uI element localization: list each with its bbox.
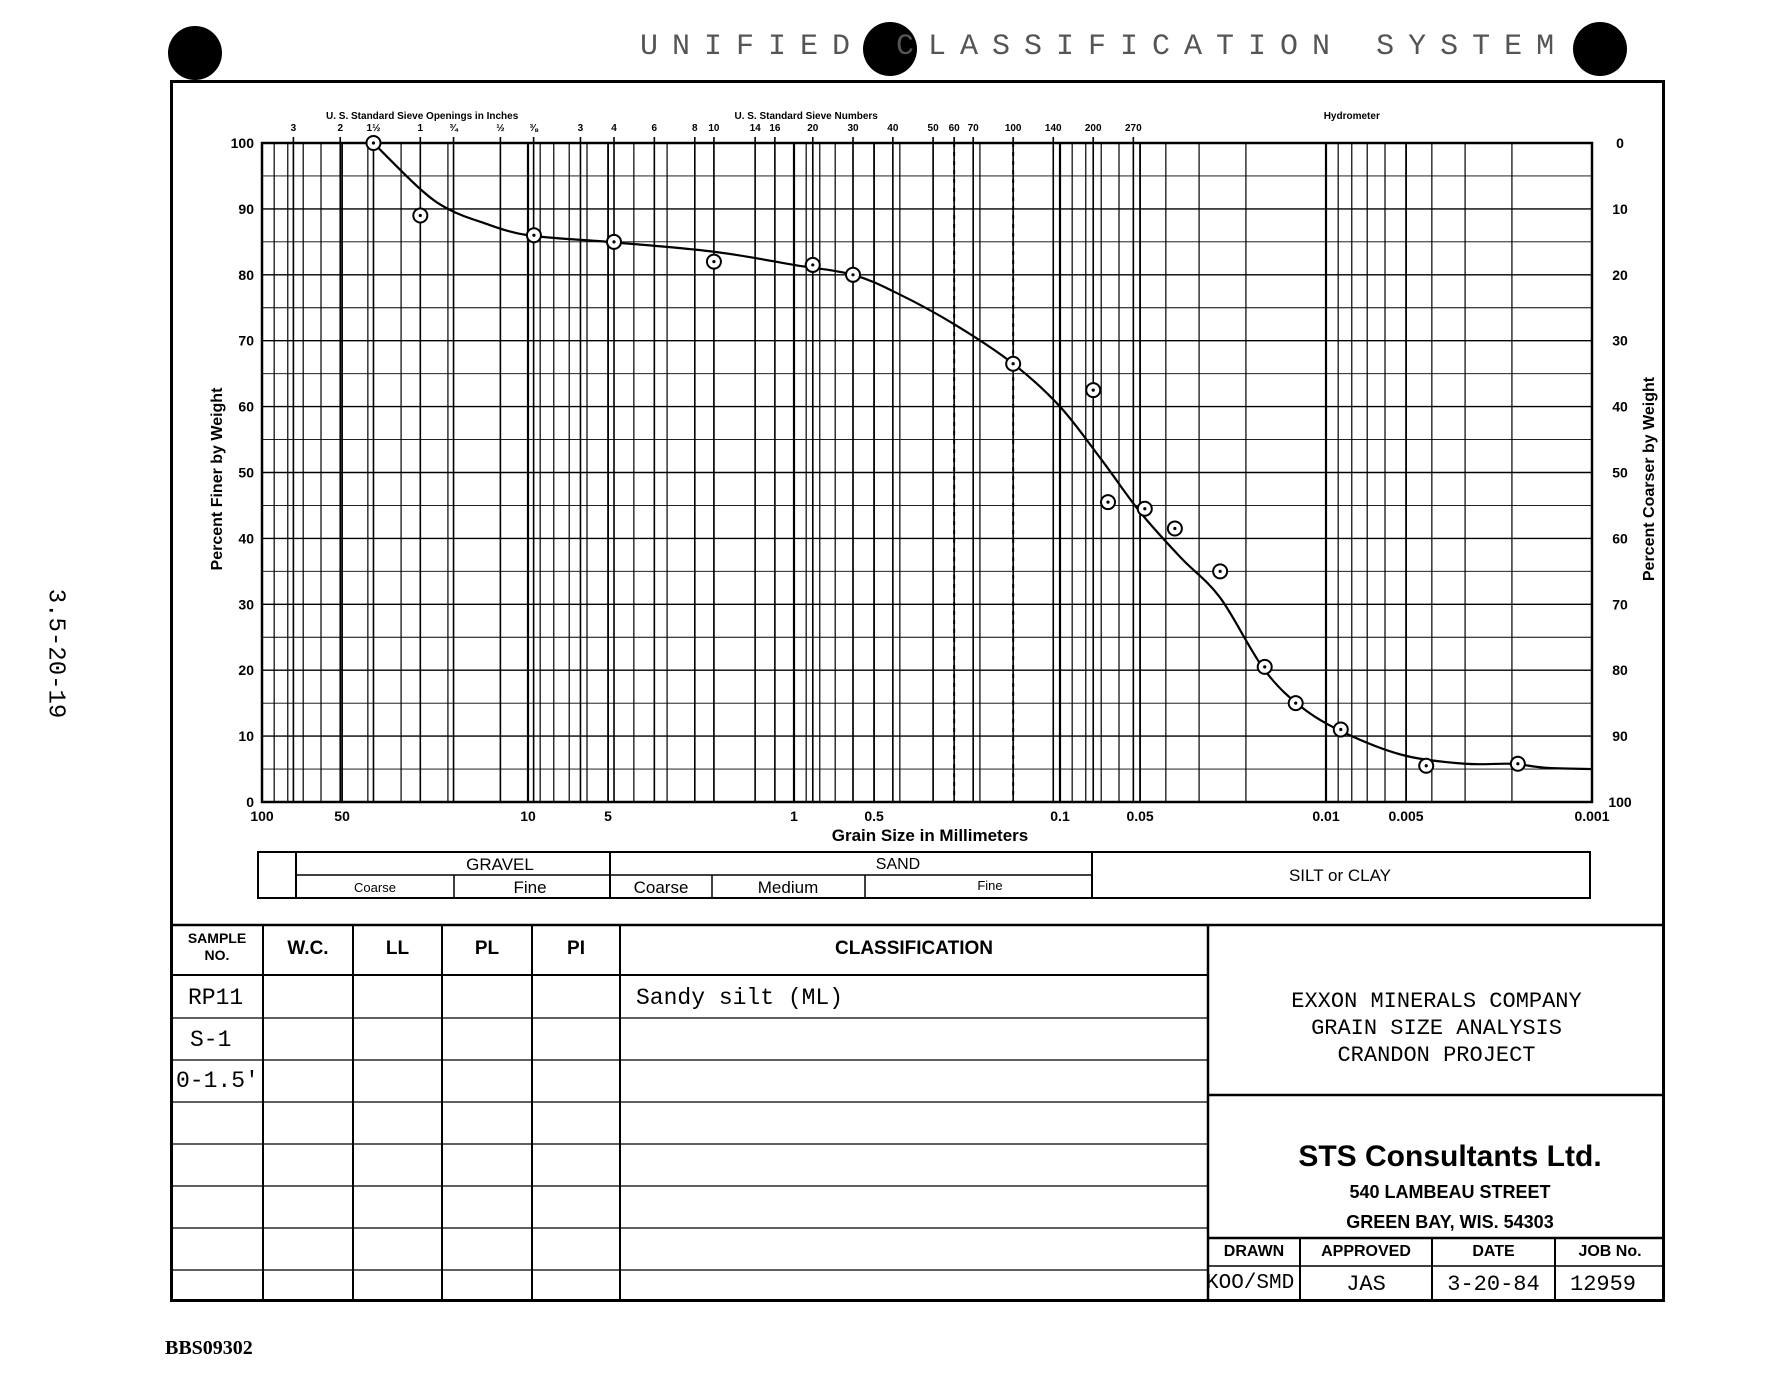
sieve-tick-label: 270 [1124,123,1142,134]
sieve-tick-label: 3 [577,123,584,134]
consultant-street: 540 LAMBEAU STREET [1349,1182,1551,1202]
sand-medium-label: Medium [757,878,819,897]
gravel-coarse-label: Coarse [354,880,396,895]
y-right-tick-label: 100 [1608,794,1632,810]
y-right-tick-label: 60 [1612,530,1628,547]
value-date: 3-20-84 [1447,1272,1540,1297]
x-tick-label: 0.001 [1574,808,1610,824]
sieve-tick-label: 6 [651,123,658,134]
sieve-tick-label: 8 [692,123,698,134]
y-left-tick-label: 70 [238,332,254,349]
sieve-group-label: U. S. Standard Sieve Openings in Inches [326,111,519,122]
y-right-tick-label: 50 [1612,464,1628,481]
gravel-fine-label: Fine [513,878,547,897]
sieve-tick-label: 140 [1044,123,1062,134]
y-axis-left-title: Percent Finer by Weight [209,387,226,571]
sieve-tick-label: 3 [290,123,297,134]
sieve-group-label: U. S. Standard Sieve Numbers [734,111,878,122]
header-classification: CLASSIFICATION [835,938,993,959]
x-tick-label: 1 [790,808,798,824]
y-right-tick-label: 70 [1612,596,1628,613]
title-block-company [1208,988,1665,1069]
sieve-tick-label: ½ [496,123,505,134]
sieve-tick-label: 60 [948,123,960,134]
side-page-label: 3.5-20-19 [41,588,69,719]
header-ll: LL [385,938,410,959]
sieve-tick-label: 200 [1084,123,1102,134]
y-right-tick-label: 40 [1612,398,1628,415]
sand-coarse-label: Coarse [633,878,689,897]
x-tick-label: 100 [250,808,274,824]
y-left-tick-label: 80 [238,266,254,283]
sieve-tick-label: 40 [887,123,899,134]
x-tick-label: 10 [520,808,536,824]
header-sample-no: SAMPLE NO. [187,930,247,963]
y-right-tick-label: 80 [1612,662,1628,679]
x-tick-label: 0.005 [1388,808,1424,824]
gravel-label: GRAVEL [466,855,534,874]
y-right-tick-label: 90 [1612,728,1628,745]
sand-fine-label: Fine [977,878,1003,893]
value-approved: JAS [1346,1272,1386,1297]
sample-line-1: RP11 [188,985,244,1011]
x-tick-label: 0.05 [1126,808,1154,824]
company-line-3: CRANDON PROJECT [1337,1043,1536,1068]
sample-line-2: S-1 [190,1027,232,1053]
y-right-tick-label: 0 [1616,135,1624,151]
sieve-tick-label: 2 [337,123,344,134]
sieve-tick-label: 1 [417,123,424,134]
y-right-tick-label: 30 [1612,332,1628,349]
label-approved: APPROVED [1321,1243,1411,1260]
page-header-title: UNIFIED CLASSIFICATION SYSTEM [640,30,1569,64]
header-pl: PL [474,938,500,959]
sieve-tick-label: 10 [708,123,720,134]
sieve-group-label: Hydrometer [1323,111,1380,122]
classification-value: Sandy silt (ML) [636,985,844,1011]
sieve-tick-label: 70 [967,123,979,134]
value-job-no: 12959 [1570,1272,1637,1297]
sieve-tick-label: ¾ [449,123,458,134]
x-tick-label: 0.5 [864,808,884,824]
y-left-tick-label: 20 [238,662,254,679]
sieve-tick-label: 20 [807,123,819,134]
y-left-tick-label: 60 [238,398,254,415]
y-left-tick-label: 90 [238,200,254,217]
x-tick-label: 50 [334,808,350,824]
y-left-tick-label: 100 [230,135,254,151]
consultant-name: STS Consultants Ltd. [1298,1140,1602,1173]
company-line-1: EXXON MINERALS COMPANY [1291,989,1582,1014]
y-left-tick-label: 10 [238,728,254,745]
y-right-tick-label: 10 [1612,200,1628,217]
sieve-tick-label: 100 [1004,123,1022,134]
x-tick-label: 5 [604,808,612,824]
header-wc: W.C. [287,938,329,959]
sieve-tick-label: 30 [847,123,859,134]
sample-line-3: 0-1.5' [176,1068,259,1094]
company-line-2: GRAIN SIZE ANALYSIS [1311,1016,1562,1041]
label-date: DATE [1472,1243,1515,1260]
sand-label: SAND [875,856,921,873]
x-axis-title: Grain Size in Millimeters [831,826,1029,845]
x-tick-label: 0.1 [1050,808,1070,824]
sieve-tick-label: ⅜ [529,123,538,134]
label-drawn: DRAWN [1223,1243,1285,1260]
y-left-tick-label: 40 [238,530,254,547]
header-pi: PI [567,938,585,959]
y-right-tick-label: 20 [1612,266,1628,283]
consultant-city: GREEN BAY, WIS. 54303 [1346,1212,1554,1232]
sieve-tick-label: 1½ [366,123,381,134]
y-left-tick-label: 30 [238,596,254,613]
silt-clay-label: SILT or CLAY [1288,866,1392,885]
y-left-tick-label: 0 [246,794,254,810]
y-left-tick-label: 50 [238,464,254,481]
y-axis-right-title: Percent Coarser by Weight [1641,376,1658,582]
sieve-tick-label: 4 [611,123,617,134]
bottom-document-code: BBS09302 [165,1337,253,1359]
value-drawn: KOO/SMD [1206,1272,1295,1295]
x-tick-label: 0.01 [1312,808,1340,824]
sieve-tick-label: 14 [749,123,761,134]
sieve-tick-label: 16 [769,123,781,134]
label-job-no: JOB No. [1578,1243,1642,1260]
sieve-tick-label: 50 [927,123,939,134]
